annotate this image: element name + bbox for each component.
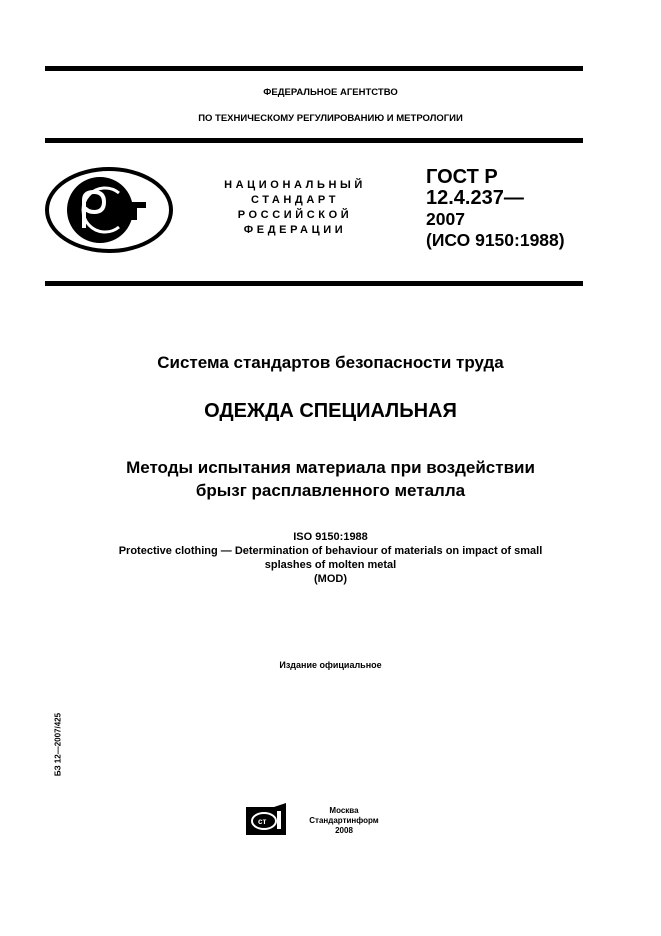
- subtitle: [0, 456, 661, 502]
- standartinform-logo-icon: [246, 803, 288, 837]
- standard-block-rule: [45, 281, 583, 286]
- national-standard-line-4: ФЕДЕРАЦИИ: [243, 224, 347, 236]
- national-standard-label: [200, 178, 390, 238]
- header-rule: [45, 138, 583, 143]
- gost-designation: [426, 167, 565, 251]
- iso-modification: (MOD): [314, 573, 347, 585]
- rst-logo-icon: [44, 166, 174, 254]
- national-standard-line-1: НАЦИОНАЛЬНЫЙ: [224, 179, 366, 191]
- side-code: БЗ 12—2007/425: [53, 712, 63, 777]
- agency-line-2: ПО ТЕХНИЧЕСКОМУ РЕГУЛИРОВАНИЮ И МЕТРОЛОГИИ: [198, 113, 463, 124]
- main-title: ОДЕЖДА СПЕЦИАЛЬНАЯ: [204, 400, 457, 422]
- publisher-info: [296, 806, 392, 836]
- iso-reference: [0, 530, 661, 586]
- svg-text:ст: ст: [258, 817, 267, 826]
- top-rule: [45, 66, 583, 71]
- subtitle-line-2: брызг расплавленного металла: [195, 481, 466, 500]
- gost-line-3: 2007: [426, 209, 465, 229]
- gost-line-2: 12.4.237—: [426, 187, 524, 209]
- publisher-year: 2008: [335, 826, 353, 835]
- gost-line-4: (ИСО 9150:1988): [426, 230, 565, 250]
- iso-title-line-2: splashes of molten metal: [264, 559, 397, 571]
- subtitle-line-1: Методы испытания материала при воздействии: [126, 458, 535, 477]
- agency-line-1: ФЕДЕРАЛЬНОЕ АГЕНТСТВО: [263, 87, 398, 98]
- iso-title-line-1: Protective clothing — Determination of behaviour of materials on impact of small: [118, 545, 543, 557]
- system-title: Система стандартов безопасности труда: [157, 353, 504, 372]
- national-standard-line-2: СТАНДАРТ: [250, 194, 340, 206]
- publisher-city: Москва: [329, 806, 359, 815]
- gost-line-1: ГОСТ Р: [426, 166, 498, 188]
- edition-label: Издание официальное: [279, 660, 382, 670]
- national-standard-line-3: РОССИЙСКОЙ: [237, 209, 353, 221]
- iso-code: ISO 9150:1988: [293, 531, 368, 543]
- publisher-name: Стандартинформ: [309, 816, 379, 825]
